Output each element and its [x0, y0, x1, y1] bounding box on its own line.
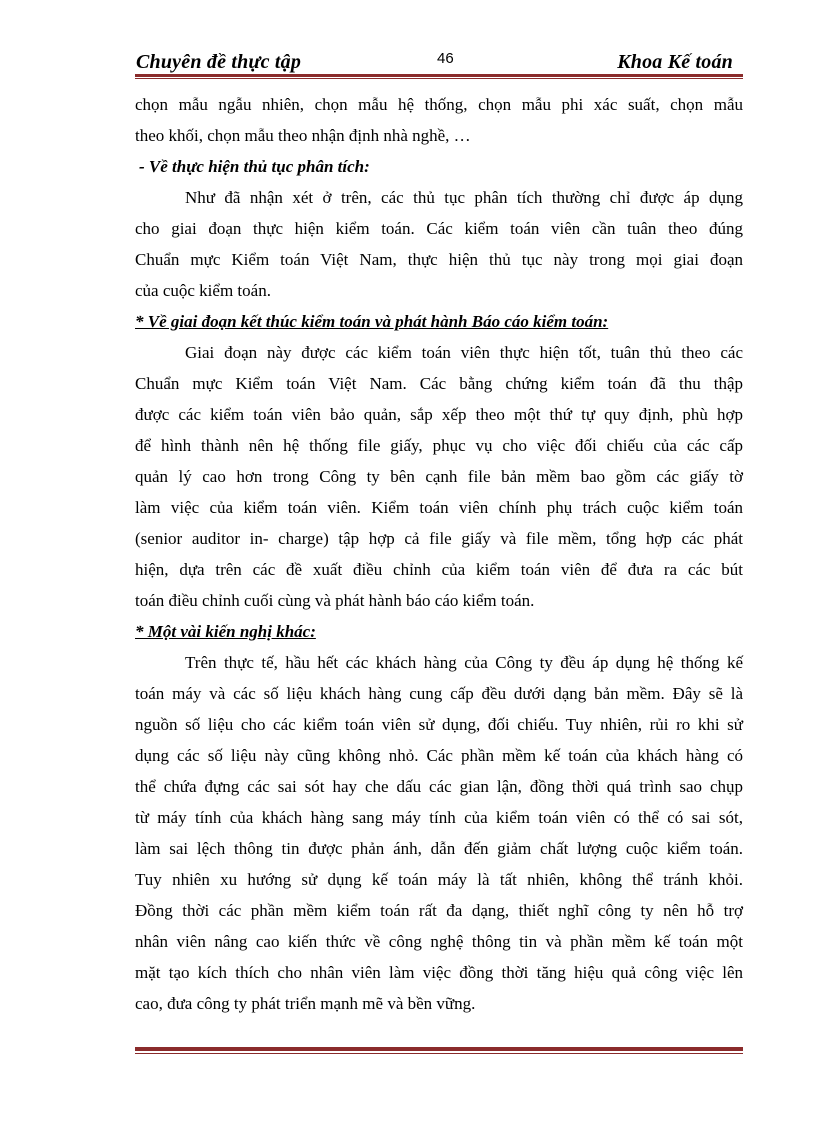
body-line: (senior auditor in- charge) tập hợp cả file giấy và file mềm, tổng hợp các phát	[135, 529, 743, 548]
section-heading-completion	[135, 309, 743, 340]
body-line: làm việc của kiểm toán viên. Kiểm toán viên chính phụ trách cuộc kiểm toán	[135, 498, 743, 517]
body-line: nhân viên nâng cao kiến thức về công nghệ thông tin và phần mềm kế toán một	[135, 932, 743, 951]
page-number: 46	[437, 50, 454, 67]
body-line: Như đã nhận xét ở trên, các thủ tục phân tích thường chỉ được áp dụng	[185, 188, 743, 207]
body-line: được các kiểm toán viên bảo quản, sắp xếp theo một thứ tự quy định, phù hợp	[135, 405, 743, 424]
body-line: chọn mẫu ngẫu nhiên, chọn mẫu hệ thống, chọn mẫu phi xác suất, chọn mẫu	[135, 95, 743, 114]
body-line: dụng các số liệu này cũng không nhỏ. Các phần mềm kế toán của khách hàng có	[135, 746, 743, 765]
body-line: để hình thành nên hệ thống file giấy, phục vụ cho việc đối chiếu của các cấp	[135, 436, 743, 455]
body-line: hiện, dựa trên các đề xuất điều chỉnh của kiểm toán viên để đưa ra các bút	[135, 560, 743, 579]
body-line: Giai đoạn này được các kiểm toán viên thực hiện tốt, tuân thủ theo các	[185, 343, 743, 362]
body-line: nguồn số liệu cho các kiểm toán viên sử dụng, đối chiếu. Tuy nhiên, rủi ro khi sử	[135, 715, 743, 734]
section-heading-recommendations	[135, 619, 743, 650]
body-line: Đồng thời các phần mềm kiểm toán rất đa dạng, thiết nghĩ công ty nên hỗ trợ	[135, 901, 743, 920]
body-line: toán điều chỉnh cuối cùng và phát hành báo cáo kiểm toán.	[135, 591, 535, 610]
body-line: mặt tạo kích thích cho nhân viên làm việc đồng thời tăng hiệu quả công việc lên	[135, 963, 743, 982]
body-line: cho giai đoạn thực hiện kiểm toán. Các kiểm toán viên cần tuân theo đúng	[135, 219, 743, 238]
body-line: Trên thực tế, hầu hết các khách hàng của Công ty đều áp dụng hệ thống kế	[185, 653, 743, 672]
body-line: Chuẩn mực Kiểm toán Việt Nam, thực hiện thủ tục này trong mọi giai đoạn	[135, 250, 743, 269]
header-title-right: Khoa Kế toán	[617, 51, 733, 73]
body-line: toán máy và các số liệu khách hàng cung cấp đều dưới dạng bản mềm. Đây sẽ là	[135, 684, 743, 703]
body-line: Chuẩn mực Kiểm toán Việt Nam. Các bằng chứng kiểm toán đã thu thập	[135, 374, 743, 393]
section-heading-analytical	[139, 154, 747, 185]
page-header	[135, 47, 743, 77]
body-line: Tuy nhiên xu hướng sử dụng kế toán máy là tất nhiên, không thể tránh khỏi.	[135, 870, 743, 889]
body-line: thể chứa đựng các sai sót hay che dấu các gian lận, đồng thời quá trình sao chụp	[135, 777, 743, 796]
body-line: theo khối, chọn mẫu theo nhận định nhà nghề, …	[135, 126, 471, 145]
body-line: cao, đưa công ty phát triển mạnh mẽ và bền vững.	[135, 994, 476, 1013]
body-line: quản lý cao hơn trong Công ty bên cạnh file bản mềm bao gồm các giấy tờ	[135, 467, 743, 486]
footer-rule	[135, 1047, 743, 1054]
header-rule	[135, 74, 743, 79]
body-line: làm sai lệch thông tin được phản ánh, dẫn đến giảm chất lượng cuộc kiểm toán.	[135, 839, 743, 858]
body-line: từ máy tính của khách hàng sang máy tính của kiểm toán viên có thể có sai sót,	[135, 808, 743, 827]
heading-text: - Về thực hiện thủ tục phân tích:	[139, 157, 370, 176]
heading-text: * Về giai đoạn kết thúc kiểm toán và phát hành Báo cáo kiểm toán:	[135, 312, 609, 331]
heading-text: * Một vài kiến nghị khác:	[135, 622, 316, 641]
body-line: của cuộc kiểm toán.	[135, 281, 271, 300]
header-title-left: Chuyên đề thực tập	[136, 51, 302, 73]
